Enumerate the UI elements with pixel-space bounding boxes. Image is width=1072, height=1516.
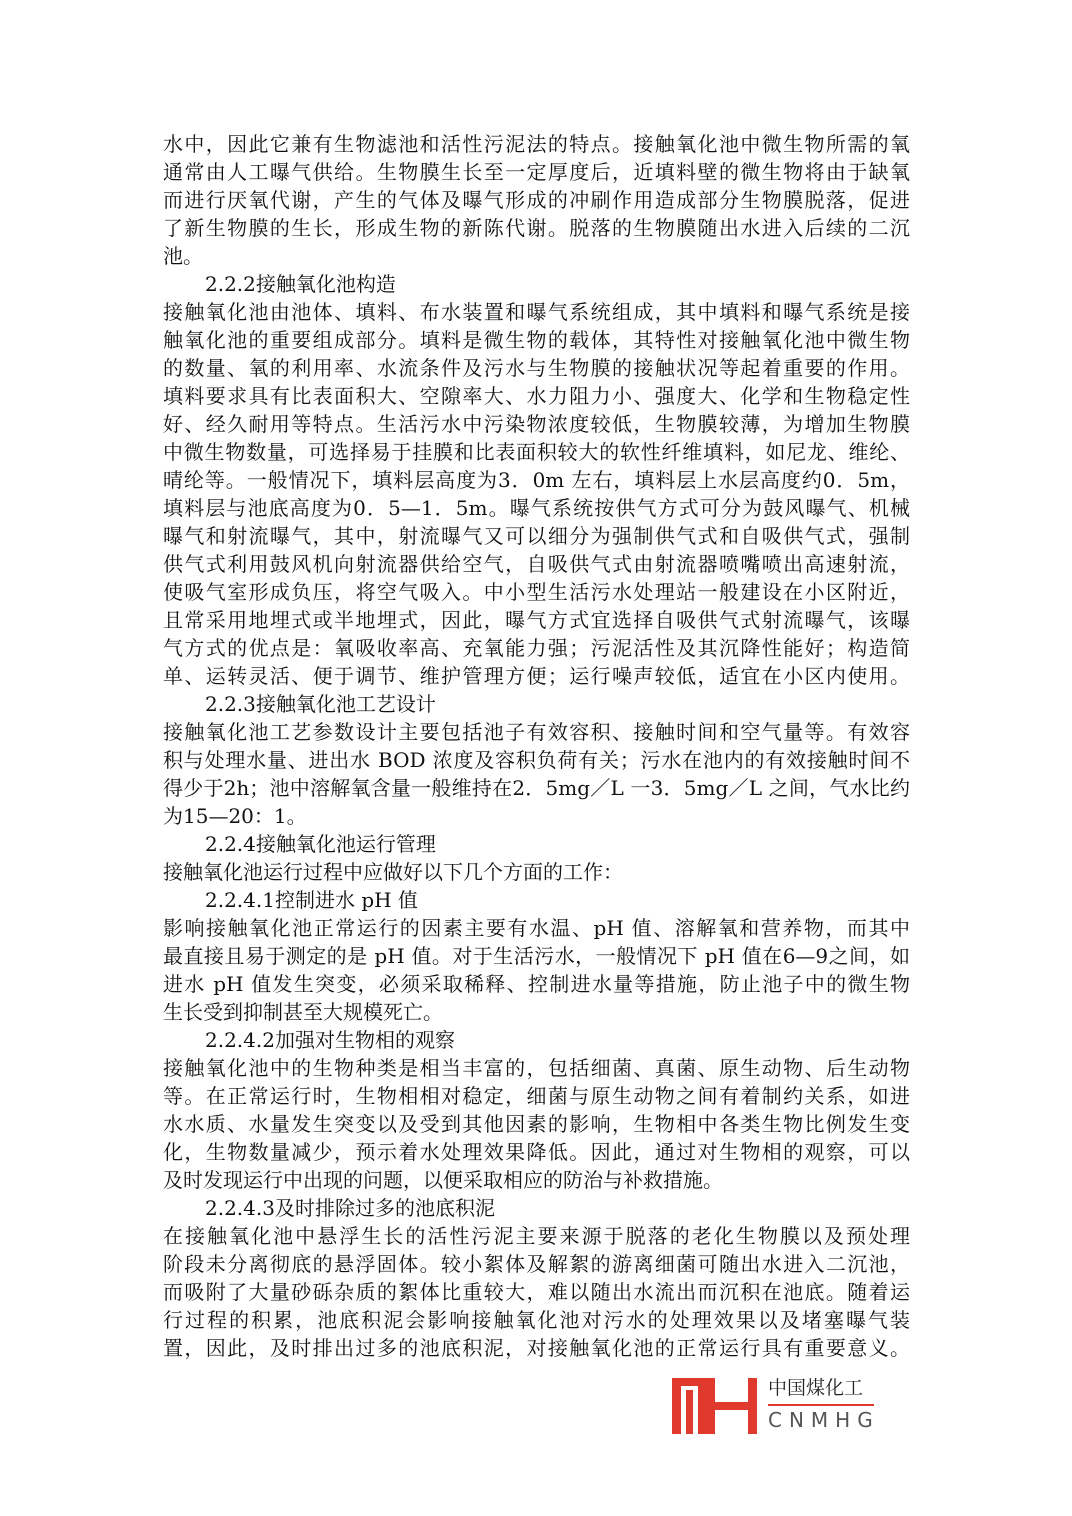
paragraph-line: 接触氧化池运行过程中应做好以下几个方面的工作： (163, 860, 623, 884)
paragraph-line: 了新生物膜的生长，形成生物的新陈代谢。脱落的生物膜随出水进入后续的二沉 (163, 216, 910, 240)
paragraph-line: 单、运转灵活、便于调节、维护管理方便；运行噪声较低，适宜在小区内使用。 (163, 664, 910, 688)
mh-logo-icon (672, 1376, 760, 1436)
paragraph-line: 而吸附了大量砂砾杂质的絮体比重较大，难以随出水流出而沉积在池底。随着运 (163, 1280, 910, 1304)
paragraph-line: 曝气和射流曝气，其中，射流曝气又可以细分为强制供气式和自吸供气式，强制 (163, 524, 910, 548)
paragraph-line: 等。在正常运行时，生物相相对稳定，细菌与原生动物之间有着制约关系，如进 (163, 1084, 910, 1108)
paragraph-line: 水中，因此它兼有生物滤池和活性污泥法的特点。接触氧化池中微生物所需的氧 (163, 132, 910, 156)
paragraph-line: 最直接且易于测定的是 pH 值。对于生活污水，一般情况下 pH 值在6—9之间，如 (163, 944, 910, 968)
paragraph-line: 晴纶等。一般情况下，填料层高度为3．0m 左右，填料层上水层高度约0．5m， (163, 468, 910, 492)
section-heading: 2.2.4接触氧化池运行管理 (205, 832, 436, 856)
paragraph-line: 填料要求具有比表面积大、空隙率大、水力阻力小、强度大、化学和生物稳定性 (163, 384, 910, 408)
paragraph-line: 阶段未分离彻底的悬浮固体。较小絮体及解絮的游离细菌可随出水进入二沉池， (163, 1252, 910, 1276)
paragraph-line: 在接触氧化池中悬浮生长的活性污泥主要来源于脱落的老化生物膜以及预处理 (163, 1224, 910, 1248)
paragraph-line: 而进行厌氧代谢，产生的气体及曝气形成的冲刷作用造成部分生物膜脱落，促进 (163, 188, 910, 212)
paragraph-line: 气方式的优点是：氧吸收率高、充氧能力强；污泥活性及其沉降性能好；构造简 (163, 636, 910, 660)
logo-divider (768, 1404, 874, 1406)
section-heading: 2.2.4.1控制进水 pH 值 (205, 888, 418, 912)
document-body (163, 130, 910, 1362)
paragraph-line: 为15—20：1。 (163, 804, 307, 828)
section-heading: 2.2.3接触氧化池工艺设计 (205, 692, 436, 716)
paragraph-line: 的数量、氧的利用率、水流条件及污水与生物膜的接触状况等起着重要的作用。 (163, 356, 910, 380)
paragraph-line: 水水质、水量发生突变以及受到其他因素的影响，生物相中各类生物比例发生变 (163, 1112, 910, 1136)
paragraph-line: 接触氧化池工艺参数设计主要包括池子有效容积、接触时间和空气量等。有效容 (163, 720, 910, 744)
paragraph-line: 池。 (163, 244, 203, 268)
logo-name-cn: 中国煤化工 (768, 1377, 864, 1399)
section-heading: 2.2.4.3及时排除过多的池底积泥 (205, 1196, 495, 1220)
paragraph-line: 供气式利用鼓风机向射流器供给空气，自吸供气式由射流器喷嘴喷出高速射流， (163, 552, 910, 576)
paragraph-line: 通常由人工曝气供给。生物膜生长至一定厚度后，近填料壁的微生物将由于缺氧 (163, 160, 910, 184)
paragraph-line: 接触氧化池中的生物种类是相当丰富的，包括细菌、真菌、原生动物、后生动物 (163, 1056, 910, 1080)
paragraph-line: 化，生物数量减少，预示着水处理效果降低。因此，通过对生物相的观察，可以 (163, 1140, 910, 1164)
paragraph-line: 填料层与池底高度为0．5—1．5m。曝气系统按供气方式可分为鼓风曝气、机械 (163, 496, 910, 520)
watermark-logo (668, 1376, 880, 1438)
paragraph-line: 且常采用地埋式或半地埋式，因此，曝气方式宜选择自吸供气式射流曝气，该曝 (163, 608, 910, 632)
paragraph-line: 中微生物数量，可选择易于挂膜和比表面积较大的软性纤维填料，如尼龙、维纶、 (163, 440, 910, 464)
paragraph-line: 使吸气室形成负压，将空气吸入。中小型生活污水处理站一般建设在小区附近， (163, 580, 910, 604)
paragraph-line: 触氧化池的重要组成部分。填料是微生物的载体，其特性对接触氧化池中微生物 (163, 328, 910, 352)
paragraph-line: 接触氧化池由池体、填料、布水装置和曝气系统组成，其中填料和曝气系统是接 (163, 300, 910, 324)
section-heading: 2.2.2接触氧化池构造 (205, 272, 396, 296)
logo-name-en: CNMHG (768, 1408, 880, 1432)
paragraph-line: 及时发现运行中出现的问题，以便采取相应的防治与补救措施。 (163, 1168, 723, 1192)
paragraph-line: 得少于2h；池中溶解氧含量一般维持在2．5mg／L 一3．5mg／L 之间，气水比约 (163, 776, 910, 800)
paragraph-line: 生长受到抑制甚至大规模死亡。 (163, 1000, 443, 1024)
paragraph-line: 积与处理水量、进出水 BOD 浓度及容积负荷有关；污水在池内的有效接触时间不 (163, 748, 910, 772)
paragraph-line: 影响接触氧化池正常运行的因素主要有水温、pH 值、溶解氧和营养物，而其中 (163, 916, 910, 940)
paragraph-line: 置，因此，及时排出过多的池底积泥，对接触氧化池的正常运行具有重要意义。 (163, 1336, 910, 1360)
paragraph-line: 好、经久耐用等特点。生活污水中污染物浓度较低，生物膜较薄，为增加生物膜 (163, 412, 910, 436)
paragraph-line: 进水 pH 值发生突变，必须采取稀释、控制进水量等措施，防止池子中的微生物 (163, 972, 910, 996)
paragraph-line: 行过程的积累，池底积泥会影响接触氧化池对污水的处理效果以及堵塞曝气装 (163, 1308, 910, 1332)
section-heading: 2.2.4.2加强对生物相的观察 (205, 1028, 455, 1052)
